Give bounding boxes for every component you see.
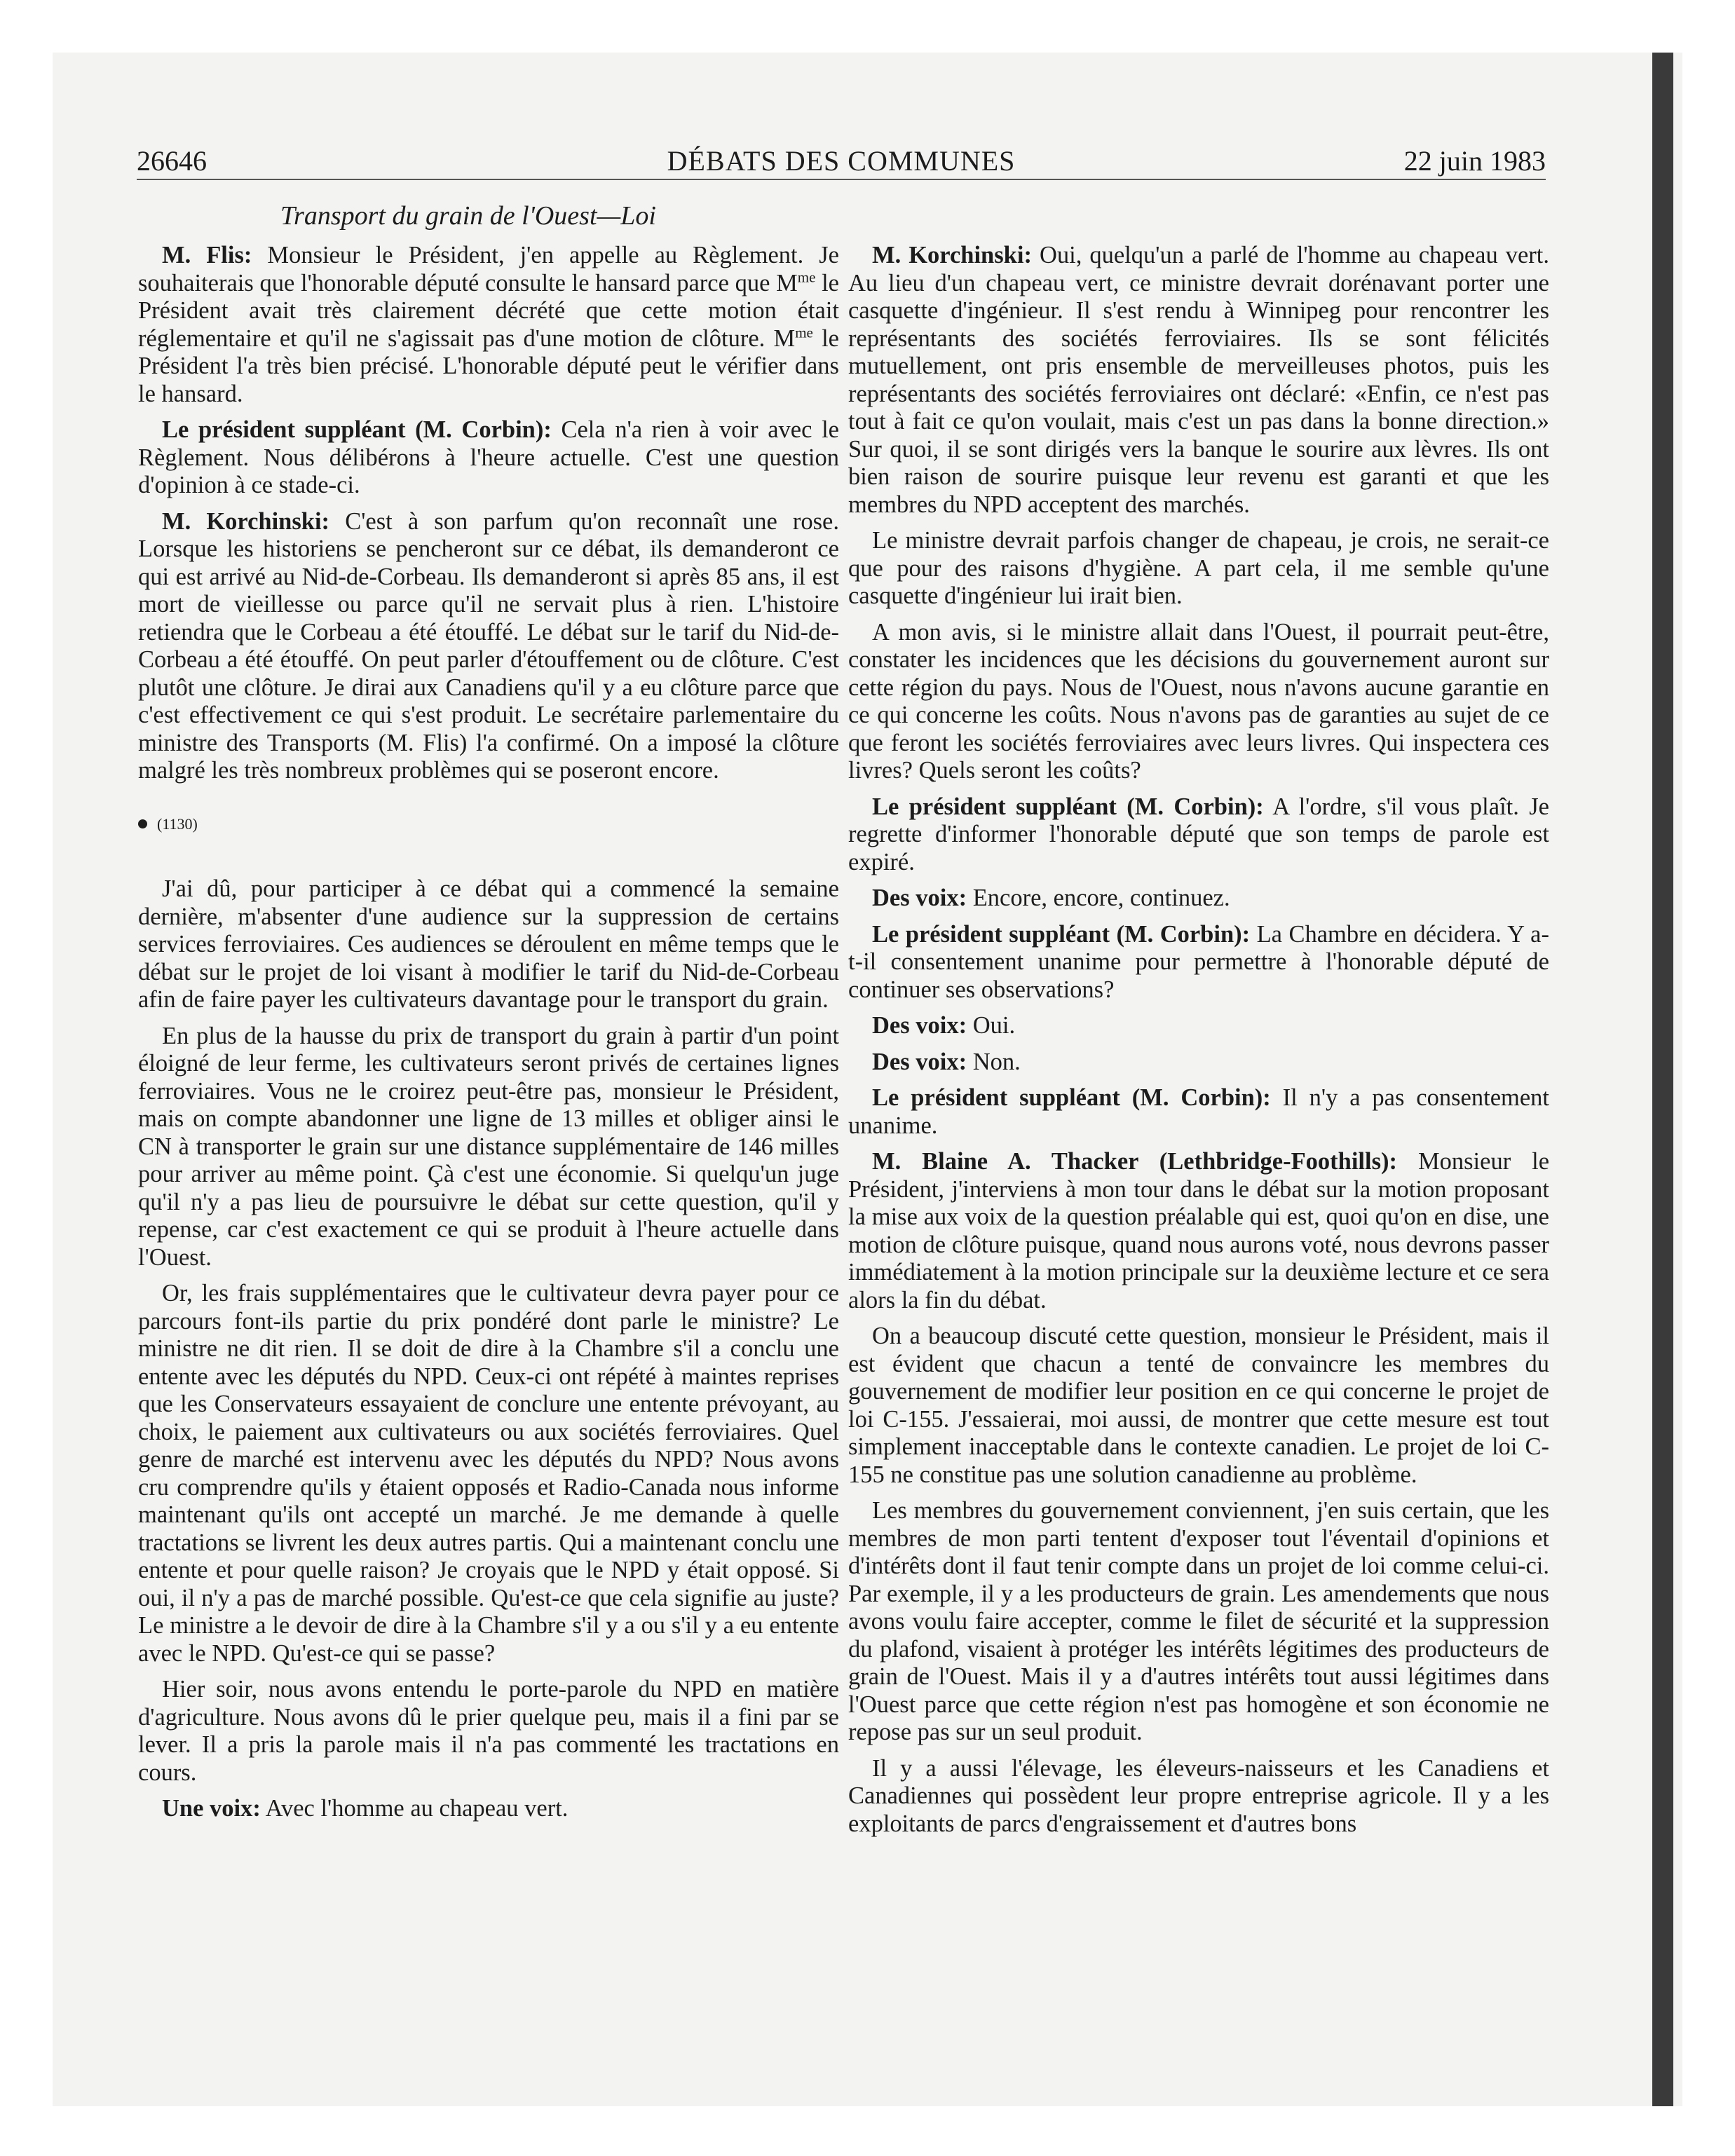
paragraph: Le président suppléant (M. Corbin): A l'ordre, s'il vous plaît. Je regrette d'informer l'honorable député que son temps de parole est expiré. <box>848 793 1549 875</box>
paragraph: En plus de la hausse du prix de transport du grain à partir d'un point éloigné de leur ferme, les cultivateurs seront privés de certaines lignes ferroviaires. Vous ne le croirez peut-être pas, monsieur le Président, mais on compte abandonner une ligne de 13 milles et obliger ainsi le CN à transporter le grain sur une distance supplémentaire de 146 milles pour arriver au même point. Çà c'est une économie. Si quelqu'un juge qu'il n'y a pas lieu de poursuivre le débat sur cette question, qu'il y repense, car c'est exactement ce qui se produit à l'heure actuelle dans l'Ouest. <box>138 1022 839 1271</box>
speaker-name: Des voix: <box>872 1012 967 1039</box>
speaker-name: Le président suppléant (M. Corbin): <box>162 416 552 443</box>
paragraph: On a beaucoup discuté cette question, monsieur le Président, mais il est évident que chacun a tenté de convaincre les membres du gouvernement de modifier leur position en ce qui concerne le projet de loi C-155. J'essaierai, moi aussi, de montrer que cette mesure est tout simplement inacceptable dans le contexte canadien. Le projet de loi C-155 ne constitue pas une solution canadienne au problème. <box>848 1323 1549 1488</box>
time-marker: (1130) <box>138 810 839 838</box>
speaker-name: M. Korchinski: <box>872 242 1032 268</box>
paragraph: Le président suppléant (M. Corbin): La Chambre en décidera. Y a-t-il consentement unanime pour permettre à l'honorable député de continuer ses observations? <box>848 920 1549 1003</box>
scan-edge-shadow <box>1652 53 1673 2106</box>
paragraph: A mon avis, si le ministre allait dans l'Ouest, il pourrait peut-être, constater les incidences que les décisions du gouvernement auront sur cette région du pays. Nous de l'Ouest, nous n'avons aucune garantie en ce qui concerne les coûts. Nous n'avons pas de garanties au sujet de ce que feront les sociétés ferroviaires avec leurs livres. Qui inspectera ces livres? Quels seront les coûts? <box>848 618 1549 784</box>
paragraph: Une voix: Avec l'homme au chapeau vert. <box>162 1795 569 1822</box>
speaker-name: Des voix: <box>872 1048 967 1075</box>
paragraph: M. Blaine A. Thacker (Lethbridge-Foothills): Monsieur le Président, j'interviens à mon tour dans le débat sur la motion proposant la mise aux voix de la question préalable qui est, quoi qu'on en dise, une motion de clôture puisque, quand nous aurons voté, nous devrons passer immédiatement à la motion principale sur la deuxième lecture et ce sera alors la fin du débat. <box>848 1148 1550 1314</box>
paragraph: J'ai dû, pour participer à ce débat qui a commencé la semaine dernière, m'absenter d'une audience sur la suppression de certains services ferroviaires. Ces audiences se déroulent en même temps que le débat sur le projet de loi visant à modifier le tarif du Nid-de-Corbeau afin de faire payer les cultivateurs davantage pour le transport du grain. <box>138 875 839 1013</box>
bullet-icon <box>138 819 147 828</box>
paragraph: Hier soir, nous avons entendu le porte-parole du NPD en matière d'agriculture. Nous avons dû le prier quelque peu, mais il a fini par se lever. Il a pris la parole mais il n'a pas commenté les tractations en cours. <box>138 1676 839 1786</box>
left-column <box>138 242 839 1831</box>
paragraph: M. Korchinski: Oui, quelqu'un a parlé de l'homme au chapeau vert. Au lieu d'un chapeau vert, ce ministre devrait dorénavant porter une casquette d'ingénieur. Il s'est rendu à Winnipeg pour rencontrer les représentants des sociétés ferroviaires. Ils se sont félicités mutuellement, ont pris ensemble de merveilleuses photos, puis les représentants des sociétés ferroviaires ont déclaré: «Enfin, ce n'est pas tout à fait ce qu'on voulait, mais c'est un pas dans la bonne direction.» Sur quoi, il se sont dirigés vers la banque le sourire aux lèvres. Ils ont bien raison de sourire puisque leur revenu est garanti et que les membres du NPD acceptent des marchés. <box>848 242 1549 518</box>
page-number: 26646 <box>137 145 207 177</box>
speaker-name: Le président suppléant (M. Corbin): <box>872 793 1264 820</box>
publication-title: DÉBATS DES COMMUNES <box>667 145 1016 177</box>
speaker-name: M. Korchinski: <box>162 507 330 535</box>
publication-date: 22 juin 1983 <box>1403 145 1546 177</box>
speaker-name: M. Flis: <box>162 242 252 268</box>
paragraph: Le président suppléant (M. Corbin): Il n'y a pas consentement unanime. <box>848 1084 1549 1139</box>
paragraph: Des voix: Non. <box>872 1048 1021 1075</box>
paragraph: Il y a aussi l'élevage, les éleveurs-naisseurs et les Canadiens et Canadiennes qui possèdent leur propre entreprise agricole. Il y a les exploitants de parcs d'engraissement et d'autres bons <box>848 1754 1549 1837</box>
right-column <box>848 242 1549 1846</box>
speaker-name: Une voix: <box>162 1795 261 1822</box>
page-header <box>137 144 1546 180</box>
paragraph: M. Flis: Monsieur le Président, j'en appelle au Règlement. Je souhaiterais que l'honorable député consulte le hansard parce que $M^{me}$ le Président avait très clairement décrété que cette motion était réglementaire et qu'il ne s'agissait pas d'une motion de clôture. $M^{me}$ le Président l'a très bien précisé. L'honorable député peut le vérifier dans le hansard. <box>138 242 839 407</box>
paragraph: Des voix: Encore, encore, continuez. <box>872 885 1230 911</box>
paragraph: Le président suppléant (M. Corbin): Cela n'a rien à voir avec le Règlement. Nous délibérons à l'heure actuelle. C'est une question d'opinion à ce stade-ci. <box>138 416 839 498</box>
paragraph: Des voix: Oui. <box>872 1012 1016 1039</box>
speaker-name: M. Blaine A. Thacker (Lethbridge-Foothills): <box>872 1148 1398 1175</box>
paragraph: Le ministre devrait parfois changer de chapeau, je crois, ne serait-ce que pour des raisons d'hygiène. A part cela, il me semble qu'une casquette d'ingénieur lui irait bien. <box>848 527 1549 609</box>
paragraph: Les membres du gouvernement conviennent, j'en suis certain, que les membres de mon parti tentent d'exposer tout l'éventail d'opinions et d'intérêts dont il faut tenir compte dans un projet de loi comme celui-ci. Par exemple, il y a les producteurs de grain. Les amendements que nous avons voulu faire accepter, comme le filet de sécurité et la suppression du plafond, visaient à protéger les intérêts légitimes des producteurs de grain de l'Ouest. Mais il y a d'autres intérêts tout aussi légitimes dans l'Ouest parce que cette région n'est pas homogène et son économie ne repose pas sur un seul produit. <box>848 1497 1549 1745</box>
section-subject: Transport du grain de l'Ouest—Loi <box>280 201 656 231</box>
paragraph: M. Korchinski: C'est à son parfum qu'on reconnaît une rose. Lorsque les historiens se pencheront sur ce débat, ils demanderont ce qui est arrivé au Nid-de-Corbeau. Ils demanderont si après 85 ans, il est mort de vieillesse ou parce qu'il ne servait plus à rien. L'histoire retiendra que le Corbeau a été étouffé. Le débat sur le tarif du Nid-de-Corbeau a été étouffé. On peut parler d'étouffement ou de clôture. C'est plutôt une clôture. Je dirai aux Canadiens qu'il y a eu clôture parce que c'est effectivement ce qui s'est produit. Le secrétaire parlementaire du ministre des Transports (M. Flis) l'a confirmé. On a imposé la clôture malgré les très nombreux problèmes qui se poseront encore. <box>138 507 839 784</box>
speaker-name: Des voix: <box>872 885 967 911</box>
speaker-name: Le président suppléant (M. Corbin): <box>872 920 1251 948</box>
paragraph: Or, les frais supplémentaires que le cultivateur devra payer pour ce parcours font-ils partie du prix pondéré dont parle le ministre? Le ministre ne dit rien. Il se doit de dire à la Chambre s'il a conclu une entente avec les députés du NPD. Ceux-ci ont répété à maintes reprises que les Conservateurs essayaient de conclure une entente prévoyant, au choix, le paiement aux cultivateurs ou aux sociétés ferroviaires. Quel genre de marché est intervenu avec les députés du NPD? Nous avons cru comprendre qu'ils y étaient opposés et Radio-Canada nous informe maintenant qu'ils ont accepté un marché. Je me demande à quelle tractations se livrent les deux autres partis. Qui a maintenant conclu une entente et pour quelle raison? Je croyais que le NPD y était opposé. Si oui, il n'y a pas de marché possible. Qu'est-ce que cela signifie au juste? Le ministre a le devoir de dire à la Chambre s'il y a ou s'il y a eu entente avec le NPD. Qu'est-ce qui se passe? <box>138 1280 839 1667</box>
speaker-name: Le président suppléant (M. Corbin): <box>872 1084 1271 1111</box>
